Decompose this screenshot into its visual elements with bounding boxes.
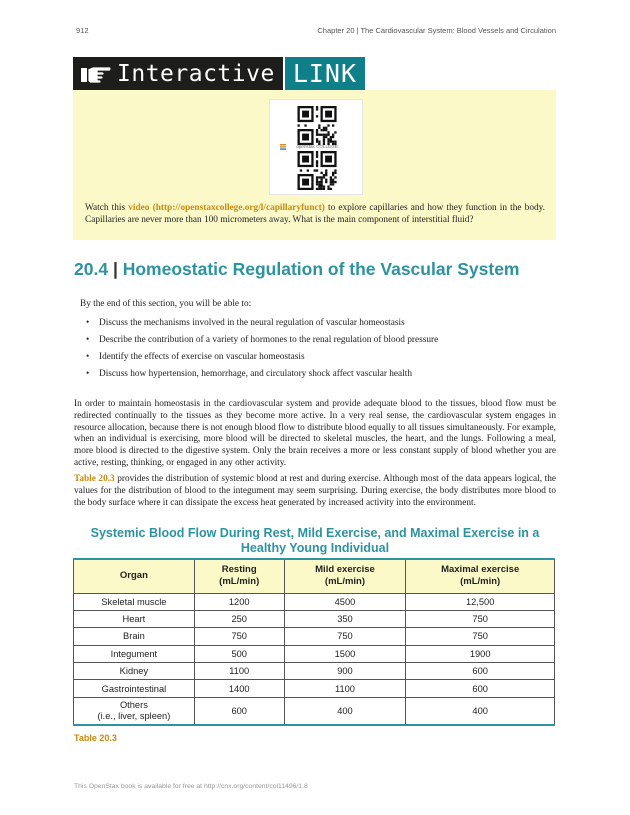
header-mild-label: Mild exercise <box>315 564 375 576</box>
section-separator: | <box>112 259 118 279</box>
max-cell: 600 <box>406 680 555 697</box>
interactive-link-banner <box>73 57 365 90</box>
resting-cell: 750 <box>194 628 284 645</box>
resting-cell: 500 <box>194 645 284 662</box>
qr-code[interactable] <box>269 99 363 195</box>
max-cell: 12,500 <box>406 593 555 610</box>
table-row <box>74 593 555 610</box>
table-row <box>74 680 555 697</box>
resting-cell: 1400 <box>194 680 284 697</box>
interactive-banner-right <box>283 57 365 90</box>
organ-cell: Brain <box>74 628 195 645</box>
organ-name: Others <box>119 700 148 711</box>
table-row <box>74 610 555 627</box>
max-cell: 1900 <box>406 645 555 662</box>
page-number: 912 <box>76 26 89 35</box>
table-title: Systemic Blood Flow During Rest, Mild Exercise, and Maximal Exercise in a Healthy Young Individual <box>90 526 540 555</box>
max-cell: 750 <box>406 610 555 627</box>
table-row <box>74 628 555 645</box>
qr-code-graphic <box>276 106 358 190</box>
mild-cell: 1500 <box>284 645 406 662</box>
mild-cell: 350 <box>284 610 406 627</box>
pointing-hand-icon <box>79 62 113 86</box>
body-paragraph-2 <box>74 474 556 509</box>
mild-cell: 4500 <box>284 593 406 610</box>
chapter-header: Chapter 20 | The Cardiovascular System: Blood Vessels and Circulation <box>317 26 556 35</box>
objective-item: • Identify the effects of exercise on vascular homeostasis <box>86 351 438 368</box>
organ-cell: Kidney <box>74 663 195 680</box>
organ-cell: Integument <box>74 645 195 662</box>
header-max-unit: (mL/min) <box>460 576 501 588</box>
section-heading <box>74 259 520 280</box>
resting-cell: 600 <box>194 697 284 725</box>
interactive-banner-left <box>73 57 283 90</box>
table-row <box>74 645 555 662</box>
table-reference-link[interactable]: Table 20.3 <box>74 474 115 484</box>
paragraph-2-text: provides the distribution of systemic blood at rest and during exercise. Although most of the data appears logical, the values for the distribution of blood to the integument may seem surprising. During exercise, the body distributes more blood to the body surface where it can dissipate the excess heat generated by increased activity into the environment. <box>74 474 556 508</box>
link-text-before: Watch this <box>85 203 129 213</box>
table-row <box>74 663 555 680</box>
body-paragraph-1: In order to maintain homeostasis in the cardiovascular system and provide adequate blood to the tissues, blood flow must be redirected continually to the tissues as they become more active. In a very real sense, the cardiovascular system engages in resource allocation, because there is not enough blood flow to distribute blood equally to all tissues simultaneously. For example, when an individual is exercising, more blood will be directed to skeletal muscles, the heart, and the lungs. Following a meal, more blood is directed to the digestive system. Only the brain receives a more or less constant supply of blood whether you are active, resting, thinking, or engaged in any other activity. <box>74 399 556 468</box>
mild-cell: 1100 <box>284 680 406 697</box>
header-resting <box>194 559 284 593</box>
resting-cell: 250 <box>194 610 284 627</box>
organ-cell: Heart <box>74 610 195 627</box>
mild-cell: 400 <box>284 697 406 725</box>
interactive-link-callout <box>73 90 556 240</box>
table-row <box>74 697 555 725</box>
blood-flow-table <box>73 558 555 726</box>
header-organ: Organ <box>74 559 195 593</box>
interactive-word: Interactive <box>117 60 275 87</box>
organ-cell: Skeletal muscle <box>74 593 195 610</box>
header-maximal-exercise <box>406 559 555 593</box>
link-text-after: to explore capillaries and how they function in the body. Capillaries are never more than 100 micrometers away. What is the main component of interstitial fluid? <box>85 203 545 225</box>
organ-cell: Gastrointestinal <box>74 680 195 697</box>
max-cell: 600 <box>406 663 555 680</box>
objectives-list <box>86 317 438 385</box>
video-link[interactable]: video (http://openstaxcollege.org/l/capillaryfunct) <box>128 203 325 213</box>
organ-subtext: (i.e., liver, spleen) <box>97 711 171 722</box>
section-number: 20.4 <box>74 259 109 279</box>
organ-cell <box>74 697 195 725</box>
header-resting-unit: (mL/min) <box>219 576 260 588</box>
header-mild-unit: (mL/min) <box>324 576 366 588</box>
objectives-intro: By the end of this section, you will be able to: <box>80 299 252 309</box>
header-mild-exercise <box>284 559 406 593</box>
interactive-link-text <box>85 202 545 226</box>
mild-cell: 900 <box>284 663 406 680</box>
max-cell: 750 <box>406 628 555 645</box>
page-footer: This OpenStax book is available for free at http://cnx.org/content/col11496/1.8 <box>74 783 308 790</box>
mild-cell: 750 <box>284 628 406 645</box>
section-title: Homeostatic Regulation of the Vascular System <box>122 259 520 279</box>
objective-item: • Describe the contribution of a variety of hormones to the renal regulation of blood pressure <box>86 334 438 351</box>
objective-item: • Discuss the mechanisms involved in the neural regulation of vascular homeostasis <box>86 317 438 334</box>
max-cell: 400 <box>406 697 555 725</box>
table-caption: Table 20.3 <box>74 733 117 743</box>
link-word: LINK <box>292 59 358 88</box>
objective-item: • Discuss how hypertension, hemorrhage, and circulatory shock affect vascular health <box>86 368 438 385</box>
qr-caption: openstax COLLEGE <box>296 144 338 149</box>
header-max-label: Maximal exercise <box>441 564 520 576</box>
table-header-row <box>74 559 555 593</box>
resting-cell: 1200 <box>194 593 284 610</box>
resting-cell: 1100 <box>194 663 284 680</box>
header-resting-label: Resting <box>221 564 257 576</box>
